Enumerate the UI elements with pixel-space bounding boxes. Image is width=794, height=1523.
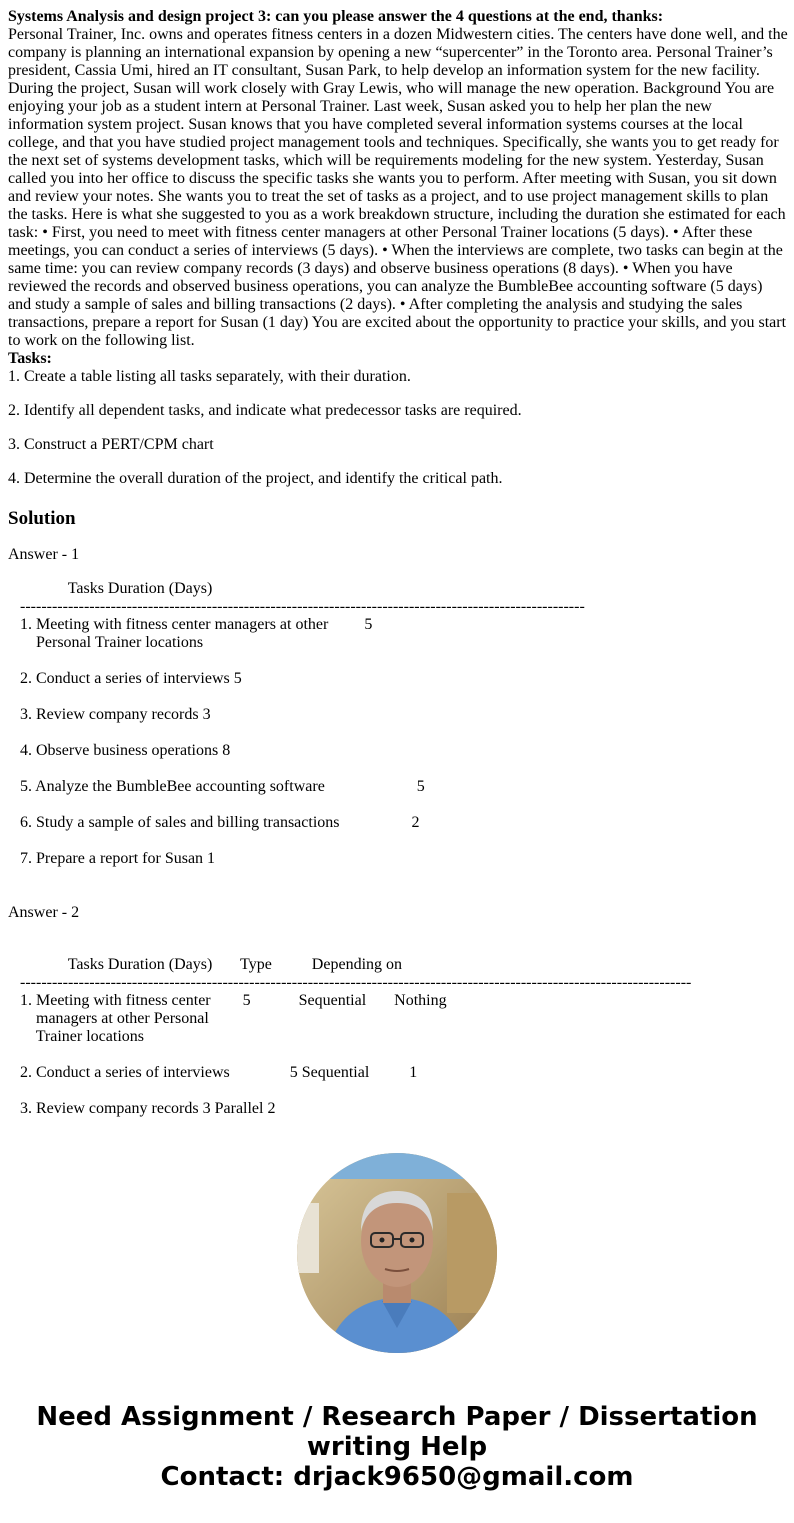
- table-row: 4. Observe business operations 8: [8, 742, 231, 759]
- question-body: Personal Trainer, Inc. owns and operates fitness centers in a dozen Midwestern cities. The centers have done well, and the company is planning an international expansion by opening a new “supercenter” in the Toronto area. Personal Trainer’s president, Cassia Umi, hired an IT consultant, Susan Park, to help develop an information system for the new facility. During the project, Susan will work closely with Gray Lewis, who will manage the new operation. Background You are enjoying your job as a student intern at Personal Trainer. Last week, Susan asked you to help her plan the new information system project. Susan knows that you have completed several information systems courses at the local college, and that you have studied project management tools and techniques. Specifically, she wants you to get ready for the next set of systems development tasks, which will be requirements modeling for the new system. Yesterday, Susan called you into her office to discuss the specific tasks she wants you to perform. After meeting with Susan, you sit down and review your notes. She wants you to treat the set of tasks as a project, and to use project management skills to plan the tasks. Here is what she suggested to you as a work breakdown structure, including the duration she estimated for each task: • First, you need to meet with fitness center managers at other Personal Trainer locations (5 days). • After these meetings, you can conduct a series of interviews (5 days). • When the interviews are complete, two tasks can begin at the same time: you can review company records (3 days) and observe business operations (8 days). • When you have reviewed the records and observed business operations, you can analyze the BumbleBee accounting software (5 days) and study a sample of sales and billing transactions (2 days). • After completing the analysis and studying the sales transactions, prepare a report for Susan (1 day) You are excited about the opportunity to practice your skills, and you start to work on the following list.: [8, 26, 788, 349]
- table-row: 5. Analyze the BumbleBee accounting software 5: [8, 778, 425, 795]
- answer-2-table: [8, 956, 788, 1118]
- footer-line-2: writing Help: [306, 1432, 488, 1462]
- table-row: 1. Meeting with fitness center managers at other 5 Personal Trainer locations: [20, 616, 373, 651]
- answer-1-table: [8, 580, 788, 868]
- task-item-3: 3. Construct a PERT/CPM chart: [8, 436, 214, 453]
- table-row: 6. Study a sample of sales and billing transactions 2: [8, 814, 420, 831]
- footer-contact: [0, 1402, 794, 1492]
- table-row: 1. Meeting with fitness center 5 Sequential Nothing managers at other Personal Trainer locations: [20, 992, 447, 1045]
- answer-1-label: Answer - 1: [8, 546, 80, 563]
- table-row: 2. Conduct a series of interviews 5 Sequential 1: [8, 1064, 418, 1081]
- document-content: [8, 8, 788, 1118]
- tasks-label: Tasks:: [8, 350, 52, 367]
- tutor-photo: [297, 1153, 497, 1353]
- answer-2-header: Tasks Duration (Days) Type Depending on: [8, 956, 403, 973]
- avatar: [297, 1153, 497, 1353]
- question-title: Systems Analysis and design project 3: can you please answer the 4 questions at the end, thanks:: [8, 8, 664, 25]
- footer-line-3: Contact: drjack9650@gmail.com: [160, 1462, 634, 1492]
- answer-1-header: Tasks Duration (Days): [8, 580, 213, 597]
- task-item-2: 2. Identify all dependent tasks, and indicate what predecessor tasks are required.: [8, 402, 522, 419]
- task-item-1: 1. Create a table listing all tasks separately, with their duration.: [8, 368, 411, 385]
- table-row: 3. Review company records 3: [8, 706, 211, 723]
- table-row: 2. Conduct a series of interviews 5: [8, 670, 242, 687]
- solution-heading: Solution: [8, 508, 76, 529]
- table-row: 3. Review company records 3 Parallel 2: [8, 1100, 276, 1117]
- table-row: 7. Prepare a report for Susan 1: [8, 850, 216, 867]
- footer-line-1: Need Assignment / Research Paper / Dissertation: [36, 1402, 758, 1432]
- task-item-4: 4. Determine the overall duration of the project, and identify the critical path.: [8, 470, 503, 487]
- answer-2-rule: ------------------------------------------------------------------------------------------------------------------------------: [8, 974, 692, 991]
- answer-1-rule: ----------------------------------------------------------------------------------------------------------: [8, 598, 585, 615]
- answer-2-label: Answer - 2: [8, 904, 80, 921]
